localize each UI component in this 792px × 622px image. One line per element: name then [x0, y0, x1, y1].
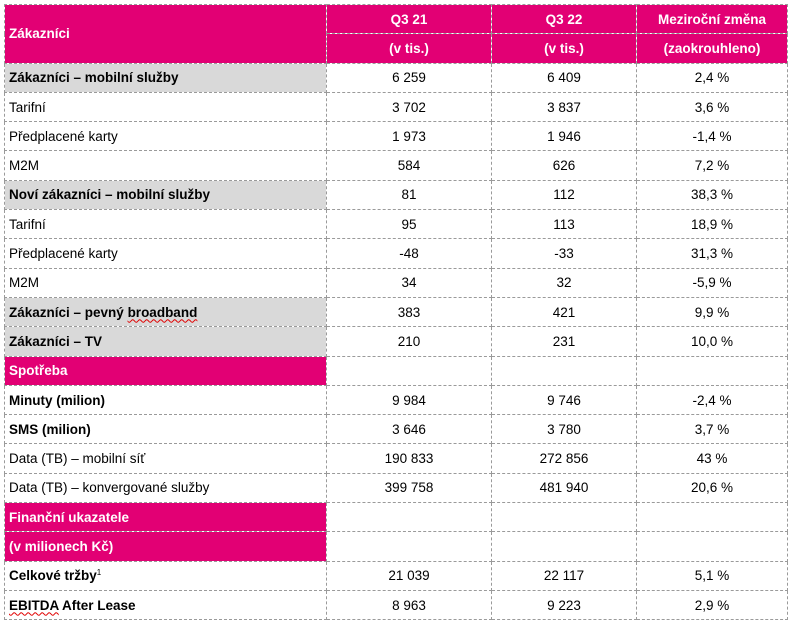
value-change: 10,0 % [637, 327, 788, 356]
value-q3-21: 3 702 [327, 92, 492, 121]
table-row [5, 92, 788, 121]
value-q3-21: -48 [327, 239, 492, 268]
value-change: 7,2 % [637, 151, 788, 180]
row-label: Předplacené karty [5, 122, 327, 151]
value-q3-22: 481 940 [492, 473, 637, 502]
value-q3-21: 95 [327, 210, 492, 239]
value-change: 43 % [637, 444, 788, 473]
value-change: 18,9 % [637, 210, 788, 239]
value-q3-21: 6 259 [327, 63, 492, 92]
header-q3-21: Q3 21 [327, 5, 492, 34]
kpi-table [4, 4, 788, 620]
table-row [5, 561, 788, 590]
value-change: 31,3 % [637, 239, 788, 268]
value-q3-22: 272 856 [492, 444, 637, 473]
empty-cell [327, 356, 492, 385]
value-q3-21: 81 [327, 180, 492, 209]
row-label: M2M [5, 268, 327, 297]
header-change-sub: (zaokrouhleno) [637, 34, 788, 63]
value-q3-21: 8 963 [327, 590, 492, 619]
value-change: 9,9 % [637, 297, 788, 326]
value-q3-22: 6 409 [492, 63, 637, 92]
empty-cell [637, 532, 788, 561]
spellcheck-marked-word: EBITDA [9, 597, 59, 613]
row-label: Minuty (milion) [5, 385, 327, 414]
label-suffix: After Lease [58, 597, 136, 613]
value-q3-22: 3 837 [492, 92, 637, 121]
row-label: Tarifní [5, 210, 327, 239]
label-text: Celkové tržby [9, 568, 97, 584]
value-q3-22: 113 [492, 210, 637, 239]
row-label: Předplacené karty [5, 239, 327, 268]
label-prefix: Zákazníci – pevný [9, 304, 128, 320]
value-q3-22: 112 [492, 180, 637, 209]
section-row-financial-sub [5, 532, 788, 561]
value-q3-21: 3 646 [327, 415, 492, 444]
section-row-usage [5, 356, 788, 385]
empty-cell [492, 503, 637, 532]
row-label: Noví zákazníci – mobilní služby [5, 180, 327, 209]
row-label: Zákazníci – TV [5, 327, 327, 356]
section-usage-title: Spotřeba [5, 356, 327, 385]
empty-cell [327, 532, 492, 561]
table-row [5, 444, 788, 473]
row-label: Tarifní [5, 92, 327, 121]
section-financial-title: Finanční ukazatele [5, 503, 327, 532]
value-change: -1,4 % [637, 122, 788, 151]
value-q3-21: 383 [327, 297, 492, 326]
value-q3-22: 626 [492, 151, 637, 180]
value-q3-21: 190 833 [327, 444, 492, 473]
value-q3-22: 3 780 [492, 415, 637, 444]
row-label: SMS (milion) [5, 415, 327, 444]
value-q3-22: 1 946 [492, 122, 637, 151]
value-q3-22: 421 [492, 297, 637, 326]
value-change: 2,4 % [637, 63, 788, 92]
header-row-1 [5, 5, 788, 34]
value-q3-21: 1 973 [327, 122, 492, 151]
table-row [5, 239, 788, 268]
empty-cell [492, 356, 637, 385]
table-row [5, 327, 788, 356]
empty-cell [327, 503, 492, 532]
empty-cell [637, 503, 788, 532]
value-q3-21: 34 [327, 268, 492, 297]
value-change: 3,7 % [637, 415, 788, 444]
header-change: Meziroční změna [637, 5, 788, 34]
header-customers: Zákazníci [5, 5, 327, 64]
value-change: 3,6 % [637, 92, 788, 121]
value-change: 5,1 % [637, 561, 788, 590]
value-q3-21: 584 [327, 151, 492, 180]
footnote-marker: 1 [96, 568, 102, 578]
table-row [5, 385, 788, 414]
table-row [5, 180, 788, 209]
value-q3-22: 32 [492, 268, 637, 297]
value-change: 2,9 % [637, 590, 788, 619]
value-change: -5,9 % [637, 268, 788, 297]
value-change: -2,4 % [637, 385, 788, 414]
row-label [5, 561, 327, 590]
value-q3-21: 399 758 [327, 473, 492, 502]
section-financial-subtitle: (v milionech Kč) [5, 532, 327, 561]
value-q3-22: 9 746 [492, 385, 637, 414]
table-row [5, 122, 788, 151]
value-q3-22: -33 [492, 239, 637, 268]
value-q3-21: 9 984 [327, 385, 492, 414]
value-q3-22: 9 223 [492, 590, 637, 619]
row-label: Data (TB) – konvergované služby [5, 473, 327, 502]
table-row [5, 268, 788, 297]
header-q3-22: Q3 22 [492, 5, 637, 34]
empty-cell [637, 356, 788, 385]
empty-cell [492, 532, 637, 561]
row-label: Zákazníci – mobilní služby [5, 63, 327, 92]
header-unit-q3-21: (v tis.) [327, 34, 492, 63]
header-unit-q3-22: (v tis.) [492, 34, 637, 63]
row-label [5, 297, 327, 326]
value-q3-22: 231 [492, 327, 637, 356]
spellcheck-marked-word: broadband [127, 304, 198, 320]
row-label: Data (TB) – mobilní síť [5, 444, 327, 473]
section-row-financial [5, 503, 788, 532]
row-label: M2M [5, 151, 327, 180]
table-row [5, 63, 788, 92]
table-row [5, 590, 788, 619]
table-row [5, 151, 788, 180]
table-row [5, 210, 788, 239]
row-label [5, 590, 327, 619]
value-change: 20,6 % [637, 473, 788, 502]
table-row [5, 473, 788, 502]
value-q3-22: 22 117 [492, 561, 637, 590]
table-row [5, 297, 788, 326]
value-change: 38,3 % [637, 180, 788, 209]
table-row [5, 415, 788, 444]
value-q3-21: 21 039 [327, 561, 492, 590]
value-q3-21: 210 [327, 327, 492, 356]
